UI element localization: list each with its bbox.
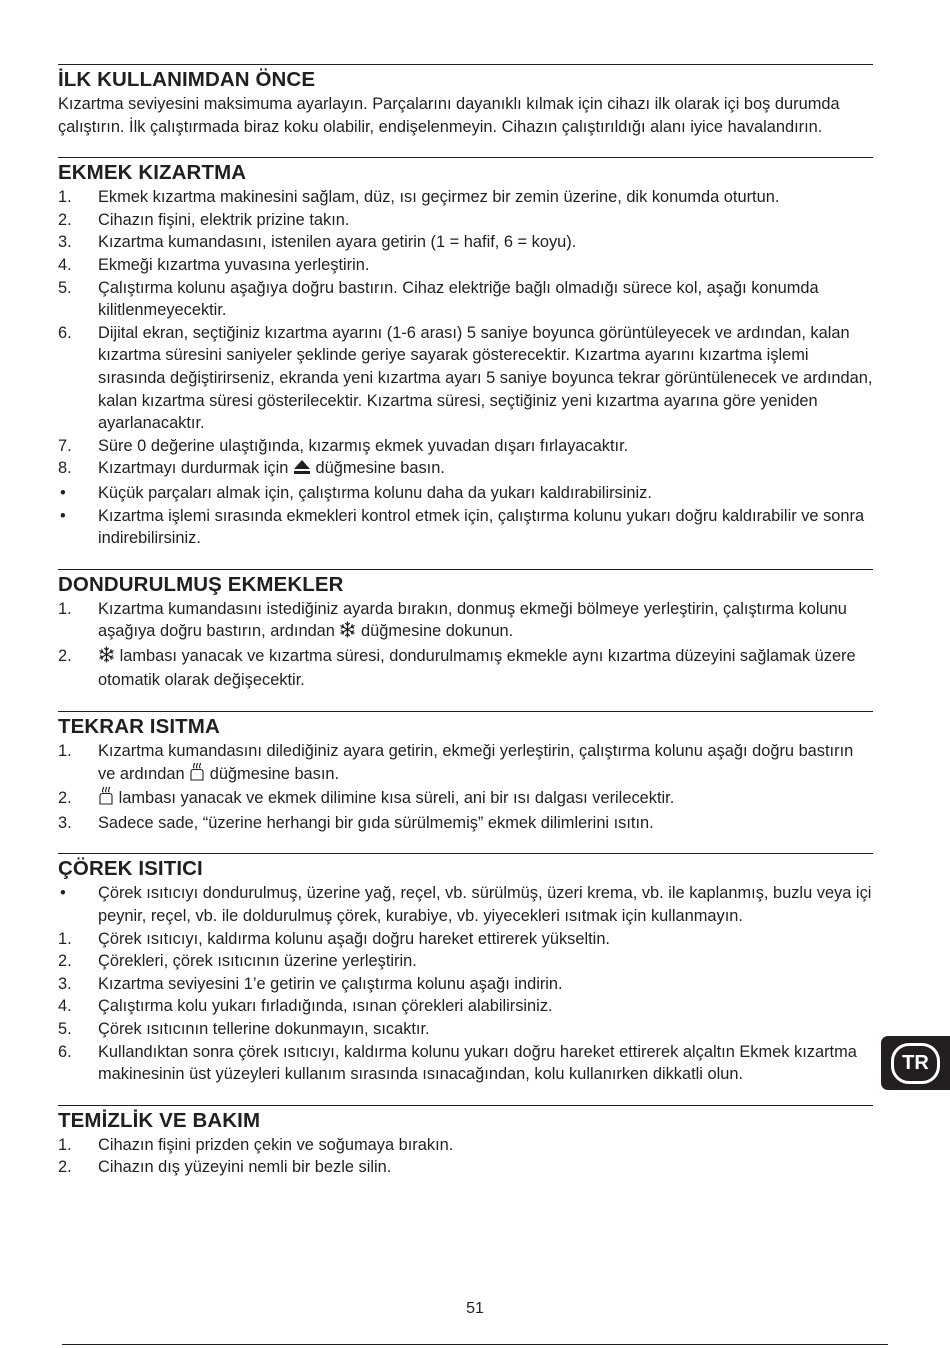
list-item (58, 435, 873, 458)
list-marker: • (60, 506, 66, 525)
list-item (58, 322, 873, 435)
language-tab (881, 1036, 950, 1090)
list-text: Kızartma seviyesini 1’e getirin ve çalıştırma kolunu aşağı indirin. (98, 974, 563, 993)
list-marker: 5. (58, 1020, 72, 1038)
eject-icon (293, 459, 311, 482)
list-item (58, 1018, 873, 1041)
list-item (58, 457, 873, 482)
list-text: Cihazın fişini prizden çekin ve soğumaya bırakın. (98, 1135, 454, 1154)
list-item (58, 254, 873, 277)
list-text: Çörekleri, çörek ısıtıcının üzerine yerleştirin. (98, 952, 417, 971)
instruction-list (58, 598, 873, 692)
section-temizlik (58, 1105, 873, 1179)
snowflake-icon (98, 646, 115, 670)
list-item (58, 598, 873, 645)
list-marker: 3. (58, 813, 72, 832)
list-item (58, 186, 873, 209)
list-item (58, 950, 873, 973)
list-text: Çalıştırma kolunu aşağıya doğru bastırın. Cihaz elektriğe bağlı olmadığı sürece kol, aşağı konumda kilitlenmeyecektir. (98, 278, 819, 320)
list-text: Cihazın dış yüzeyini nemli bir bezle silin. (98, 1158, 392, 1177)
instruction-list (58, 740, 873, 834)
list-text (98, 645, 873, 692)
list-marker: 1. (58, 929, 72, 948)
list-item (58, 1134, 873, 1157)
list-text: Kullandıktan sonra çörek ısıtıcıyı, kaldırma kolunu yukarı doğru hareket ettirerek alçaltın Ekmek kızartma makinesinin üst yüzeyleri kullanım sırasında ısınacağından, kolu kullanırken dikkatli olun. (98, 1042, 857, 1084)
section-title: TEKRAR ISITMA (58, 715, 220, 739)
section-corek-isitici (58, 853, 873, 1085)
list-text: Çörek ısıtıcının tellerine dokunmayın, sıcaktır. (98, 1020, 430, 1038)
snowflake-icon (339, 621, 356, 645)
list-text: Cihazın fişini, elektrik prizine takın. (98, 210, 350, 229)
list-item (58, 995, 873, 1018)
footer-divider (62, 1344, 888, 1345)
list-item (58, 645, 873, 692)
list-text (98, 598, 873, 645)
list-marker: • (60, 884, 66, 903)
section-ekmek-kizartma (58, 157, 873, 550)
list-item (58, 812, 873, 835)
list-marker: 1. (58, 1135, 72, 1154)
page-content (58, 64, 873, 1179)
list-text (98, 457, 873, 482)
list-marker: 4. (58, 997, 72, 1016)
text-after-icon: lambası yanacak ve kızartma süresi, dondurulmamış ekmekle aynı kızartma düzeyini sağlamak üzere otomatik olarak değişecektir. (98, 646, 856, 690)
list-marker: 2. (58, 952, 72, 971)
list-marker: • (60, 483, 66, 502)
list-text: Sadece sade, “üzerine herhangi bir gıda sürülmemiş” ekmek dilimlerini ısıtın. (98, 813, 654, 832)
list-item (58, 787, 873, 812)
list-item (58, 231, 873, 254)
list-text: Çalıştırma kolu yukarı fırladığında, ısınan çörekleri alabilirsiniz. (98, 997, 553, 1016)
list-text (98, 740, 873, 787)
text-before-icon: Kızartma kumandasını istediğiniz ayarda bırakın, donmuş ekmeği bölmeye yerleştirin, çalıştırma kolunu aşağıya doğru bastırın, ardından (98, 599, 847, 641)
list-marker: 2. (58, 646, 72, 665)
text-after-icon: lambası yanacak ve ekmek dilimine kısa süreli, ani bir ısı dalgası verilecektir. (118, 789, 675, 808)
list-text: Dijital ekran, seçtiğiniz kızartma ayarını (1-6 arası) 5 saniye boyunca görüntüleyecek ve ardından, kalan kızartma süresini saniyeler şeklinde geriye sayarak gösterecektir. Kızartma ayarını kızartma işlemi sırasında değiştirirseniz, ekranda yeni kızartma ayarı 5 saniye boyunca tekrar görüntülenecek ve ardından, kalan kızartma süresi gösterilecektir. Kızartma süresi, seçtiğiniz yeni kızartma ayarına göre yeniden ayarlanacaktır. (98, 323, 873, 433)
section-title: TEMİZLİK VE BAKIM (58, 1108, 261, 1132)
instruction-list (58, 186, 873, 550)
list-marker: 3. (58, 974, 72, 993)
section-tekrar-isitma (58, 711, 873, 834)
list-item (58, 209, 873, 232)
list-item (58, 1041, 873, 1086)
list-text: Kızartma işlemi sırasında ekmekleri kontrol etmek için, çalıştırma kolunu yukarı doğru kaldırabilir ve sonra indirebilirsiniz. (98, 506, 865, 548)
reheat-icon (189, 763, 205, 788)
list-item (58, 482, 873, 505)
list-marker: 2. (58, 1158, 72, 1177)
list-text: Küçük parçaları almak için, çalıştırma kolunu daha da yukarı kaldırabilirsiniz. (98, 483, 652, 502)
section-dondurulmus (58, 569, 873, 692)
page-number: 51 (466, 1300, 484, 1317)
list-text: Çörek ısıtıcıyı, kaldırma kolunu aşağı doğru hareket ettirerek yükseltin. (98, 929, 610, 948)
section-title: DONDURULMUŞ EKMEKLER (58, 572, 344, 596)
reheat-icon (98, 787, 114, 812)
list-marker: 5. (58, 278, 72, 297)
section-title: EKMEK KIZARTMA (58, 161, 247, 185)
section-title: İLK KULLANIMDAN ÖNCE (58, 68, 316, 91)
text-before-icon: Kızartmayı durdurmak için (98, 459, 289, 478)
list-marker: 2. (58, 789, 72, 808)
list-item (58, 882, 873, 927)
list-marker: 2. (58, 210, 72, 229)
list-text: Süre 0 değerine ulaştığında, kızarmış ekmek yuvadan dışarı fırlayacaktır. (98, 436, 629, 455)
list-text (98, 787, 873, 812)
list-item (58, 740, 873, 787)
section-ilk-kullanim (58, 64, 873, 138)
list-item (58, 1156, 873, 1179)
list-marker: 6. (58, 1042, 72, 1061)
list-item (58, 973, 873, 996)
text-after-icon: düğmesine basın. (209, 764, 340, 783)
language-badge: TR (891, 1043, 940, 1084)
text-after-icon: düğmesine basın. (315, 459, 445, 478)
list-marker: 1. (58, 742, 72, 761)
text-after-icon: düğmesine dokunun. (361, 622, 514, 641)
text-before-icon: Kızartma kumandasını dilediğiniz ayara getirin, ekmeği yerleştirin, çalıştırma kolunu aşağı doğru bastırın ve ardından (98, 742, 854, 783)
list-marker: 4. (58, 255, 72, 274)
instruction-list (58, 882, 873, 1085)
instruction-list (58, 1134, 873, 1179)
section-paragraph: Kızartma seviyesini maksimuma ayarlayın. Parçalarını dayanıklı kılmak için cihazı ilk olarak içi boş durumda çalıştırın. İlk çalıştırmada biraz koku olabilir, endişelenmeyin. Cihazın çalıştırıldığı alanı iyice havalandırın. (58, 95, 840, 136)
section-title: ÇÖREK ISITICI (58, 857, 203, 881)
list-text: Kızartma kumandasını, istenilen ayara getirin (1 = hafif, 6 = koyu). (98, 233, 577, 252)
list-text: Çörek ısıtıcıyı dondurulmuş, üzerine yağ, reçel, vb. sürülmüş, üzeri krema, vb. ile kaplanmış, buzlu veya içi peynir, reçel, vb. ile doldurulmuş çörek, kurabiye, vb. yiyecekleri ısıtmak için kullanmayın. (98, 884, 872, 926)
list-marker: 8. (58, 459, 72, 478)
list-marker: 3. (58, 233, 72, 252)
list-marker: 6. (58, 323, 72, 342)
list-marker: 1. (58, 599, 72, 618)
list-text: Ekmeği kızartma yuvasına yerleştirin. (98, 255, 370, 274)
list-item (58, 277, 873, 322)
list-marker: 1. (58, 188, 72, 207)
list-marker: 7. (58, 436, 72, 455)
list-item (58, 505, 873, 550)
list-item (58, 928, 873, 951)
list-text: Ekmek kızartma makinesini sağlam, düz, ısı geçirmez bir zemin üzerine, dik konumda oturtun. (98, 188, 780, 207)
